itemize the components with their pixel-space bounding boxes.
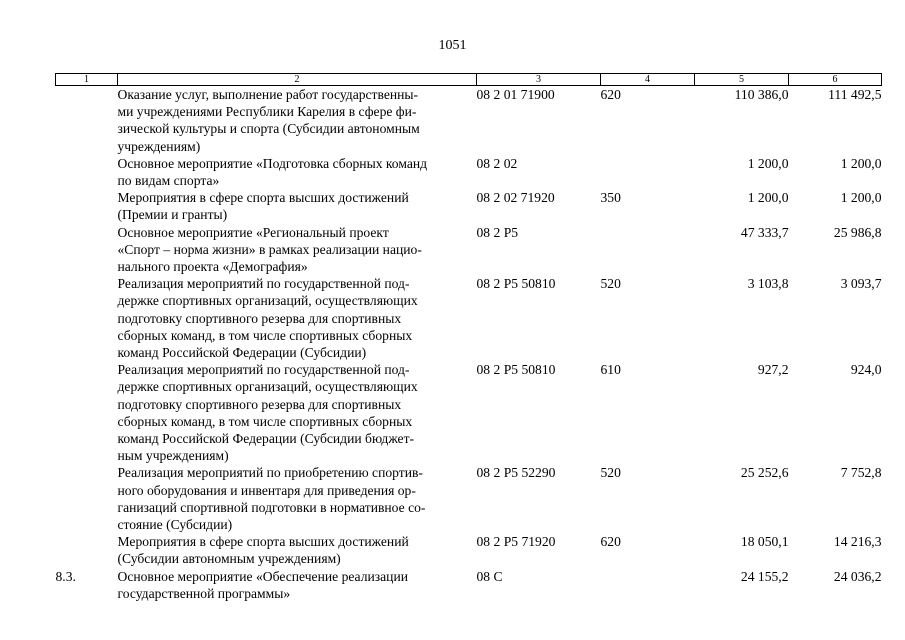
row-expense-type [601,155,695,189]
row-amount-year-1: 47 333,7 [740,224,789,240]
row-name-line: «Спорт – норма жизни» в рамках реализации нацио- [117,241,422,257]
row-name [118,464,477,533]
row-name-line: команд Российской Федерации (Субсидии) [117,345,367,361]
row-expense-type [601,568,695,602]
row-name-line: (Субсидии автономным учреждениям) [117,551,341,567]
row-name-line: команд Российской Федерации (Субсидии бюджет- [117,431,415,447]
page-number: 1051 [438,38,467,53]
row-name-line: стояние (Субсидии) [117,517,233,533]
row-expense-type: 620 [600,87,621,102]
row-amount-year-2: 1 200,0 [840,190,882,206]
row-amount-year-1: 3 103,8 [747,276,789,292]
row-expense-type: 520 [600,276,621,292]
row-expense-type: 350 [600,190,621,206]
row-name-line: подготовку спортивного резерва для спортивных [117,396,402,412]
row-name-line: Мероприятия в сфере спорта высших достижений [117,190,409,206]
column-header-5: 5 [695,74,789,86]
column-header-3: 3 [477,74,601,86]
row-name-line: Реализация мероприятий по государственной под- [117,276,410,292]
row-name-line: Оказание услуг, выполнение работ государственны- [117,87,419,102]
table-row [56,533,882,567]
row-amount-year-2: 1 200,0 [840,155,882,171]
row-number: 8.3. [55,568,76,584]
row-number [56,155,118,189]
row-budget-code: 08 2 P5 50810 [476,276,556,292]
row-expense-type [601,224,695,276]
row-name [118,568,477,602]
row-expense-type: 520 [600,465,621,481]
row-expense-type: 620 [600,534,621,550]
row-amount-year-1: 110 386,0 [734,87,789,102]
table-row [56,86,882,155]
row-name-line: сборных команд, в том числе спортивных сборных [117,413,413,429]
budget-table [55,73,882,602]
row-budget-code: 08 С [476,568,503,584]
row-name [118,86,477,155]
table-row [56,568,882,602]
table-row [56,224,882,276]
row-name-line: Мероприятия в сфере спорта высших достижений [117,534,409,550]
row-expense-type: 610 [600,362,621,378]
row-name-line: Реализация мероприятий по государственной под- [117,362,410,378]
row-name-line: сборных команд, в том числе спортивных сборных [117,327,413,343]
row-name-line: учреждениям) [117,138,201,154]
row-name-line: ми учреждениями Республики Карелия в сфере фи- [117,104,417,120]
row-budget-code: 08 2 02 71920 [476,190,555,206]
row-number [56,533,118,567]
row-name-line: Основное мероприятие «Обеспечение реализации [117,568,409,584]
column-header-6: 6 [789,74,882,86]
row-amount-year-2: 924,0 [850,362,882,378]
row-budget-code: 08 2 02 [476,155,518,171]
row-number [56,224,118,276]
table-row [56,155,882,189]
row-number [56,275,118,361]
row-name-line: держке спортивных организаций, осуществляющих [117,293,418,309]
column-header-4: 4 [601,74,695,86]
row-name-line: ганизаций спортивной подготовки в нормативное со- [117,499,426,515]
row-number [56,86,118,155]
row-name-line: ного оборудования и инвентаря для приведения ор- [117,482,416,498]
row-budget-code: 08 2 P5 52290 [476,465,556,481]
row-name-line: по видам спорта» [117,173,220,189]
table-row [56,275,882,361]
row-amount-year-1: 1 200,0 [747,155,789,171]
row-amount-year-2: 24 036,2 [833,568,882,584]
row-name-line: (Премии и гранты) [117,207,228,223]
column-header-2: 2 [118,74,477,86]
table-row [56,361,882,464]
row-name-line: зической культуры и спорта (Субсидии автономным [117,121,420,137]
row-number [56,189,118,223]
row-name-line: Основное мероприятие «Подготовка сборных команд [117,155,428,171]
table-row [56,464,882,533]
row-amount-year-1: 1 200,0 [747,190,789,206]
row-number [56,464,118,533]
row-number [56,361,118,464]
table-row [56,189,882,223]
row-name-line: Реализация мероприятий по приобретению спортив- [117,465,423,481]
row-name-line: ным учреждениям) [117,448,229,464]
row-amount-year-1: 25 252,6 [740,465,789,481]
row-budget-code: 08 2 01 71900 [476,87,555,102]
row-amount-year-2: 25 986,8 [833,224,882,240]
row-budget-code: 08 2 P5 71920 [476,534,556,550]
row-name [118,361,477,464]
row-name [118,189,477,223]
row-amount-year-1: 927,2 [757,362,789,378]
row-name [118,155,477,189]
row-name-line: подготовку спортивного резерва для спортивных [117,310,402,326]
row-amount-year-2: 14 216,3 [833,534,882,550]
row-budget-code: 08 2 P5 50810 [476,362,556,378]
row-name-line: Основное мероприятие «Региональный проект [117,224,389,240]
row-name [118,533,477,567]
row-budget-code: 08 2 P5 [476,224,519,240]
row-amount-year-2: 111 492,5 [828,87,882,102]
row-amount-year-1: 24 155,2 [740,568,789,584]
row-amount-year-1: 18 050,1 [740,534,789,550]
column-number-header-row [56,74,882,86]
row-amount-year-2: 3 093,7 [840,276,882,292]
row-name-line: нального проекта «Демография» [117,259,308,275]
row-amount-year-2: 7 752,8 [840,465,882,481]
row-name-line: государственной программы» [117,585,291,601]
column-header-1: 1 [56,74,118,86]
row-name-line: держке спортивных организаций, осуществляющих [117,379,418,395]
table-body [56,86,882,603]
row-name [118,275,477,361]
row-name [118,224,477,276]
